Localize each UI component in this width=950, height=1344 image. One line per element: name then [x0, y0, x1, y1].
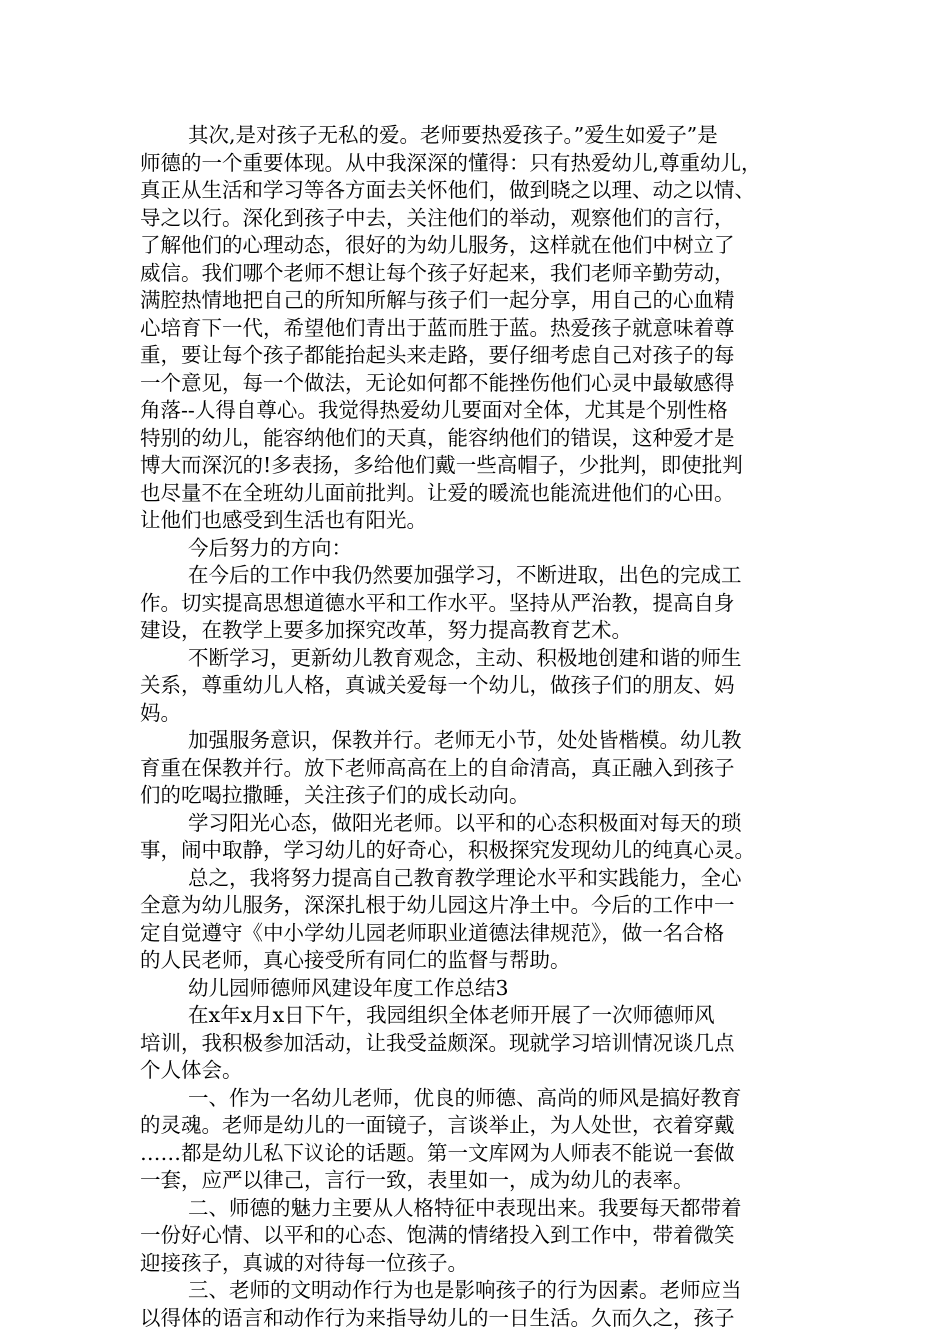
- text-line: 一套，应严以律己，言行一致，表里如一，成为幼儿的表率。: [140, 1168, 694, 1192]
- text-line: 培训，我积极参加活动，让我受益颇深。现就学习培训情况谈几点: [140, 1030, 735, 1055]
- document-body-text: [140, 122, 810, 1332]
- text-line: 不断学习，更新幼儿教育观念，主动、积极地创建和谐的师生: [188, 645, 742, 670]
- text-line: 威信。我们哪个老师不想让每个孩子好起来，我们老师辛勤劳动，: [140, 260, 735, 285]
- text-line: 重，要让每个孩子都能抬起头来走路，要仔细考虑自己对孩子的每: [140, 343, 735, 367]
- text-line: 角落--人得自尊心。我觉得热爱幼儿要面对全体，尤其是个别性格: [140, 398, 728, 422]
- text-line: 特别的幼儿，能容纳他们的天真，能容纳他们的错误，这种爱才是: [140, 425, 735, 450]
- text-line: 一份好心情、以平和的心态、饱满的情绪投入到工作中，带着微笑: [140, 1223, 735, 1247]
- text-line: 全意为幼儿服务，深深扎根于幼儿园这片净土中。今后的工作中一: [140, 893, 735, 917]
- text-line: 在x年x月x日下午，我园组织全体老师开展了一次师德师风: [188, 1003, 715, 1027]
- text-line: 以得体的语言和动作行为来指导幼儿的一日生活。久而久之，孩子: [140, 1305, 735, 1330]
- text-line: 其次,是对孩子无私的爱。老师要热爱孩子。”爱生如爱子”是: [188, 123, 718, 147]
- text-line: 育重在保教并行。放下老师高高在上的自命清高，真正融入到孩子: [140, 755, 735, 780]
- text-line: 关系，尊重幼儿人格，真诚关爱每一个幼儿，做孩子们的朋友、妈: [140, 673, 735, 697]
- text-line: 了解他们的心理动态，很好的为幼儿服务，这样就在他们中树立了: [140, 233, 735, 257]
- text-line: 一、作为一名幼儿老师，优良的师德、高尚的师风是搞好教育: [188, 1085, 742, 1110]
- text-line: ……都是幼儿私下议论的话题。第一文库网为人师表不能说一套做: [140, 1140, 735, 1165]
- text-line: 心培育下一代，希望他们青出于蓝而胜于蓝。热爱孩子就意味着尊: [140, 315, 735, 340]
- text-line: 今后努力的方向：: [188, 535, 352, 560]
- text-line: 的灵魂。老师是幼儿的一面镜子，言谈举止，为人处世，衣着穿戴: [140, 1113, 735, 1137]
- text-line: 学习阳光心态，做阳光老师。以平和的心态积极面对每天的琐: [188, 810, 742, 835]
- text-line: 满腔热情地把自己的所知所解与孩子们一起分享，用自己的心血精: [140, 288, 735, 312]
- text-line: 作。切实提高思想道德水平和工作水平。坚持从严治教，提高自身: [140, 590, 735, 615]
- text-line: 博大而深沉的!多表扬，多给他们戴一些高帽子，少批判，即使批判: [140, 453, 743, 477]
- text-line: 加强服务意识，保教并行。老师无小节，处处皆楷模。幼儿教: [188, 728, 742, 752]
- text-line: 事，闹中取静，学习幼儿的好奇心，积极探究发现幼儿的纯真心灵。: [140, 838, 755, 862]
- text-line: 们的吃喝拉撒睡，关注孩子们的成长动向。: [140, 783, 530, 807]
- text-line: 让他们也感受到生活也有阳光。: [140, 508, 427, 532]
- text-line: 一个意见，每一个做法，无论如何都不能挫伤他们心灵中最敏感得: [140, 370, 735, 395]
- text-line: 二、师德的魅力主要从人格特征中表现出来。我要每天都带着: [188, 1195, 742, 1220]
- text-line: 妈。: [140, 700, 181, 725]
- text-line: 幼儿园师德师风建设年度工作总结3: [188, 975, 509, 1000]
- text-line: 在今后的工作中我仍然要加强学习，不断进取，出色的完成工: [188, 563, 742, 587]
- text-line: 三、老师的文明动作行为也是影响孩子的行为因素。老师应当: [188, 1278, 742, 1302]
- text-line: 迎接孩子，真诚的对待每一位孩子。: [140, 1250, 468, 1275]
- text-line: 个人体会。: [140, 1058, 243, 1082]
- text-line: 真正从生活和学习等各方面去关怀他们，做到晓之以理、动之以情、: [140, 178, 755, 202]
- text-line: 建设，在教学上要多加探究改革，努力提高教育艺术。: [140, 618, 632, 642]
- text-line: 也尽量不在全班幼儿面前批判。让爱的暖流也能流进他们的心田。: [140, 480, 735, 505]
- text-line: 总之，我将努力提高自己教育教学理论水平和实践能力，全心: [188, 865, 742, 890]
- text-line: 导之以行。深化到孩子中去，关注他们的举动，观察他们的言行，: [140, 205, 735, 230]
- text-line: 的人民老师，真心接受所有同仁的监督与帮助。: [140, 948, 571, 972]
- text-line: 师德的一个重要体现。从中我深深的懂得：只有热爱幼儿,尊重幼儿，: [140, 150, 762, 175]
- text-line: 定自觉遵守《中小学幼儿园老师职业道德法律规范》，做一名合格: [140, 920, 725, 945]
